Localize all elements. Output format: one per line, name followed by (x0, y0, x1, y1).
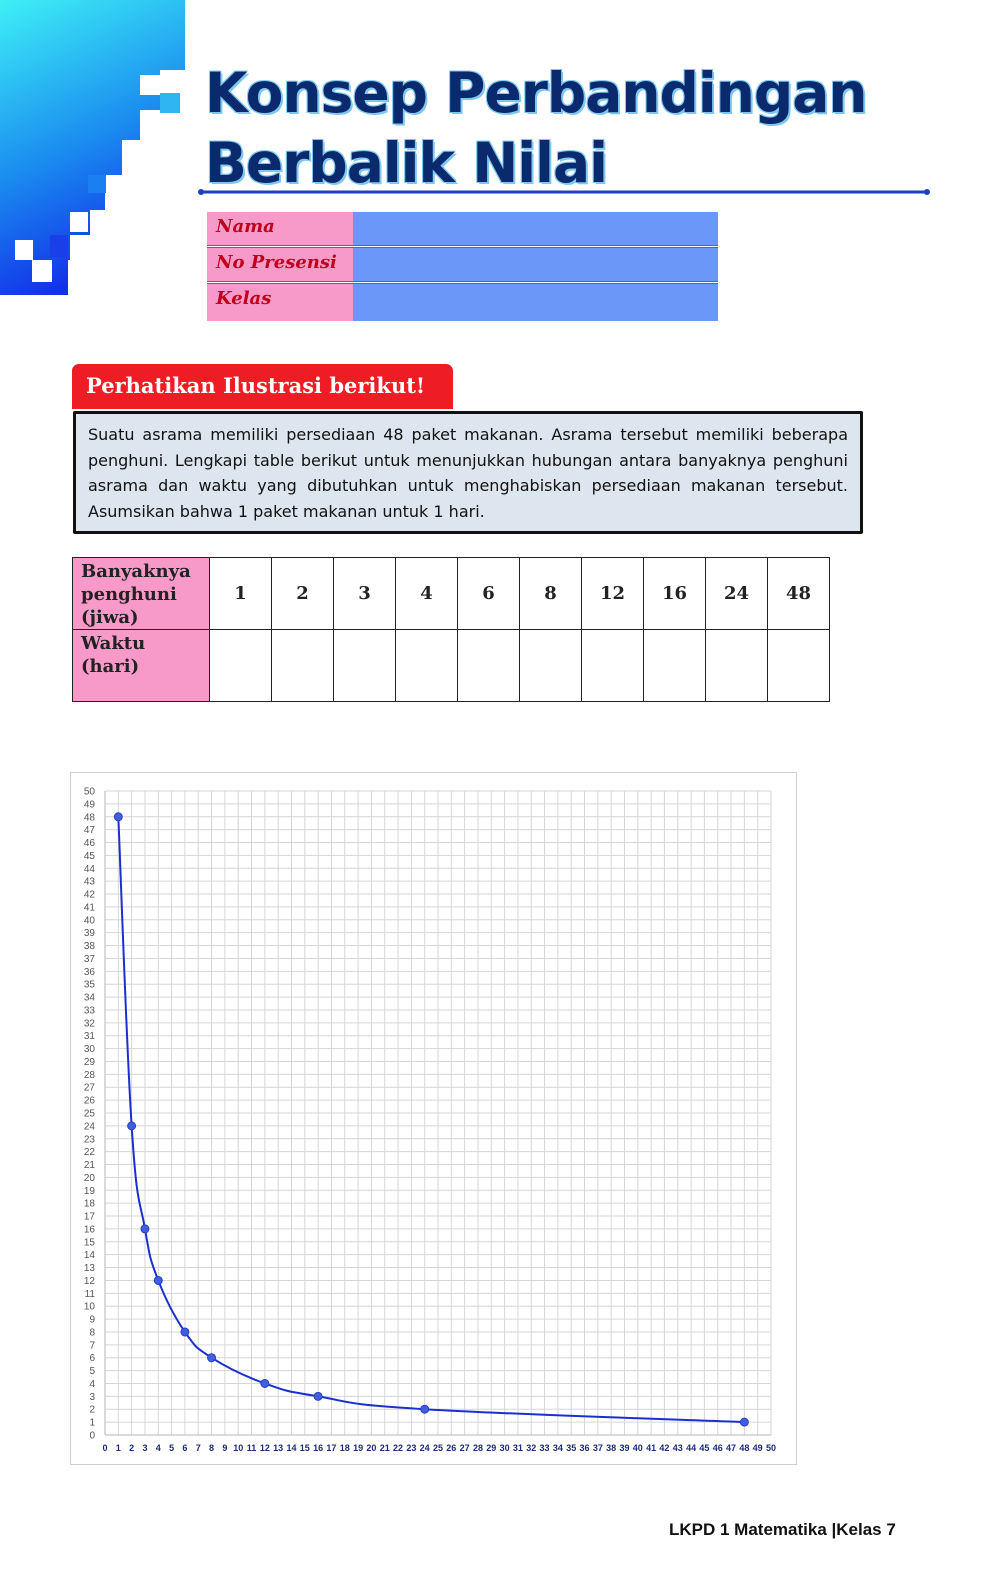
y-tick-label: 7 (89, 1340, 95, 1352)
x-tick-label: 41 (646, 1443, 657, 1453)
x-tick-label: 6 (182, 1443, 188, 1453)
y-tick-label: 20 (83, 1172, 95, 1184)
y-tick-label: 19 (83, 1185, 95, 1197)
footer-label: LKPD 1 Matematika |Kelas 7 (669, 1520, 896, 1539)
y-tick-label: 21 (83, 1160, 95, 1172)
x-tick-label: 11 (246, 1443, 257, 1453)
x-tick-label: 3 (142, 1443, 148, 1453)
x-tick-label: 32 (526, 1443, 537, 1453)
y-tick-label: 36 (83, 966, 95, 978)
series-line (118, 817, 744, 1422)
presence-number-field[interactable] (353, 248, 718, 281)
y-tick-label: 46 (83, 838, 95, 850)
data-point (114, 813, 122, 821)
x-tick-label: 9 (222, 1443, 228, 1453)
y-tick-label: 3 (89, 1391, 95, 1403)
student-identity-form (207, 212, 718, 321)
title-line-2: Berbalik Nilai (205, 131, 607, 195)
y-tick-label: 22 (83, 1147, 95, 1159)
x-tick-label: 43 (672, 1443, 683, 1453)
y-tick-label: 32 (83, 1018, 95, 1030)
x-tick-label: 18 (339, 1443, 350, 1453)
x-tick-label: 16 (313, 1443, 324, 1453)
x-tick-label: 40 (632, 1443, 643, 1453)
y-tick-label: 33 (83, 1005, 95, 1017)
y-tick-label: 27 (83, 1082, 95, 1094)
data-point (740, 1418, 748, 1426)
identity-row-class (207, 284, 718, 321)
x-tick-label: 13 (273, 1443, 284, 1453)
presence-number-label: No Presensi (207, 248, 353, 281)
y-tick-label: 47 (83, 825, 95, 837)
residents-cell: 4 (396, 558, 458, 630)
class-field[interactable] (353, 284, 718, 321)
days-input-cell[interactable] (644, 630, 706, 702)
y-tick-label: 50 (83, 786, 95, 798)
y-tick-label: 24 (83, 1121, 95, 1133)
title-line-1: Konsep Perbandingan (205, 61, 867, 125)
data-point (314, 1392, 322, 1400)
days-input-cell[interactable] (272, 630, 334, 702)
x-tick-label: 12 (259, 1443, 270, 1453)
residents-row-label: Banyaknya penghuni (jiwa) (73, 558, 210, 630)
x-tick-label: 49 (752, 1443, 763, 1453)
x-tick-label: 5 (169, 1443, 175, 1453)
x-tick-label: 44 (686, 1443, 697, 1453)
y-tick-label: 28 (83, 1069, 95, 1081)
y-tick-label: 5 (89, 1366, 95, 1378)
y-tick-label: 12 (83, 1275, 95, 1287)
data-point (181, 1328, 189, 1336)
notice-body: Suatu asrama memiliki persediaan 48 paket makanan. Asrama tersebut memiliki beberapa penghuni. Lengkapi table berikut untuk menunjukkan hubungan antara banyaknya penghuni asrama dan waktu yang dibutuhkan untuk menghabiskan persediaan makanan tersebut. Asumsikan bahwa 1 paket makanan untuk 1 hari. (73, 411, 863, 534)
name-field[interactable] (353, 212, 718, 245)
y-tick-label: 8 (89, 1327, 95, 1339)
data-point (141, 1225, 149, 1233)
days-input-cell[interactable] (458, 630, 520, 702)
y-tick-label: 16 (83, 1224, 95, 1236)
days-input-cell[interactable] (768, 630, 830, 702)
corner-pixel-decoration (0, 0, 190, 300)
y-tick-label: 15 (83, 1237, 95, 1249)
residents-row (73, 558, 830, 630)
y-tick-label: 4 (89, 1378, 95, 1390)
data-point (128, 1122, 136, 1130)
x-tick-label: 46 (712, 1443, 723, 1453)
x-tick-label: 31 (512, 1443, 523, 1453)
residents-cell: 16 (644, 558, 706, 630)
x-tick-label: 42 (659, 1443, 670, 1453)
x-tick-label: 21 (379, 1443, 390, 1453)
data-point (208, 1354, 216, 1362)
days-input-cell[interactable] (334, 630, 396, 702)
x-tick-label: 8 (209, 1443, 215, 1453)
residents-cell: 24 (706, 558, 768, 630)
x-tick-label: 50 (765, 1443, 777, 1453)
y-tick-label: 13 (83, 1263, 95, 1275)
days-input-cell[interactable] (210, 630, 272, 702)
x-tick-label: 36 (579, 1443, 590, 1453)
y-tick-label: 34 (83, 992, 95, 1004)
x-tick-label: 10 (233, 1443, 244, 1453)
days-input-cell[interactable] (582, 630, 644, 702)
y-tick-label: 23 (83, 1134, 95, 1146)
x-tick-label: 38 (606, 1443, 617, 1453)
identity-row-presence (207, 248, 718, 284)
y-tick-label: 39 (83, 928, 95, 940)
residents-cell: 48 (768, 558, 830, 630)
x-tick-label: 45 (699, 1443, 710, 1453)
x-tick-label: 28 (472, 1443, 483, 1453)
x-tick-label: 34 (552, 1443, 563, 1453)
residents-days-table (72, 557, 830, 702)
y-tick-label: 30 (83, 1044, 95, 1056)
y-tick-label: 42 (83, 889, 95, 901)
days-row-label: Waktu (hari) (73, 630, 210, 702)
days-input-cell[interactable] (520, 630, 582, 702)
y-tick-label: 6 (89, 1353, 95, 1365)
x-tick-label: 23 (406, 1443, 417, 1453)
y-tick-label: 40 (83, 915, 95, 927)
residents-cell: 8 (520, 558, 582, 630)
y-tick-label: 18 (83, 1198, 95, 1210)
y-tick-label: 11 (84, 1288, 95, 1300)
y-tick-label: 1 (89, 1417, 95, 1429)
y-tick-label: 45 (83, 850, 95, 862)
y-tick-label: 29 (83, 1056, 95, 1068)
x-tick-label: 25 (432, 1443, 444, 1453)
y-tick-label: 49 (83, 799, 95, 811)
y-tick-label: 25 (83, 1108, 95, 1120)
x-tick-label: 47 (726, 1443, 737, 1453)
x-tick-label: 37 (592, 1443, 603, 1453)
y-tick-label: 17 (83, 1211, 95, 1223)
x-tick-label: 4 (155, 1443, 161, 1453)
x-tick-label: 24 (419, 1443, 430, 1453)
y-tick-label: 10 (83, 1301, 95, 1313)
page-title (205, 58, 925, 198)
x-tick-label: 39 (619, 1443, 630, 1453)
x-tick-label: 26 (446, 1443, 457, 1453)
y-tick-label: 48 (83, 812, 95, 824)
y-tick-label: 31 (83, 1031, 95, 1043)
x-tick-label: 29 (486, 1443, 497, 1453)
x-tick-label: 2 (129, 1443, 135, 1453)
y-tick-label: 2 (89, 1404, 95, 1416)
y-tick-label: 35 (83, 979, 95, 991)
x-tick-label: 0 (102, 1443, 108, 1453)
y-tick-label: 38 (83, 941, 95, 953)
x-tick-label: 15 (299, 1443, 310, 1453)
y-tick-label: 26 (83, 1095, 95, 1107)
y-tick-label: 37 (83, 953, 95, 965)
name-label: Nama (207, 212, 353, 245)
y-tick-label: 41 (83, 902, 95, 914)
residents-cell: 2 (272, 558, 334, 630)
y-tick-label: 14 (83, 1250, 95, 1262)
data-point (261, 1379, 269, 1387)
y-tick-label: 0 (89, 1430, 95, 1442)
x-tick-label: 14 (286, 1443, 297, 1453)
x-tick-label: 30 (499, 1443, 510, 1453)
notice-heading: Perhatikan Ilustrasi berikut! (72, 364, 453, 409)
title-underline (198, 189, 930, 195)
x-tick-label: 48 (739, 1443, 750, 1453)
x-tick-label: 22 (393, 1443, 404, 1453)
class-label: Kelas (207, 284, 353, 321)
data-point (421, 1405, 429, 1413)
y-tick-label: 9 (89, 1314, 95, 1326)
x-tick-label: 20 (366, 1443, 377, 1453)
days-input-cell[interactable] (706, 630, 768, 702)
x-tick-label: 35 (566, 1443, 577, 1453)
x-tick-label: 27 (459, 1443, 470, 1453)
y-tick-label: 43 (83, 876, 95, 888)
x-tick-label: 7 (195, 1443, 201, 1453)
inverse-proportion-chart (70, 772, 797, 1465)
x-tick-label: 33 (539, 1443, 550, 1453)
days-row (73, 630, 830, 702)
x-tick-label: 17 (326, 1443, 337, 1453)
residents-cell: 12 (582, 558, 644, 630)
residents-cell: 6 (458, 558, 520, 630)
y-tick-label: 44 (83, 863, 95, 875)
data-point (154, 1276, 162, 1284)
identity-row-name (207, 212, 718, 248)
x-tick-label: 19 (353, 1443, 364, 1453)
residents-cell: 1 (210, 558, 272, 630)
days-input-cell[interactable] (396, 630, 458, 702)
x-tick-label: 1 (115, 1443, 121, 1453)
residents-cell: 3 (334, 558, 396, 630)
